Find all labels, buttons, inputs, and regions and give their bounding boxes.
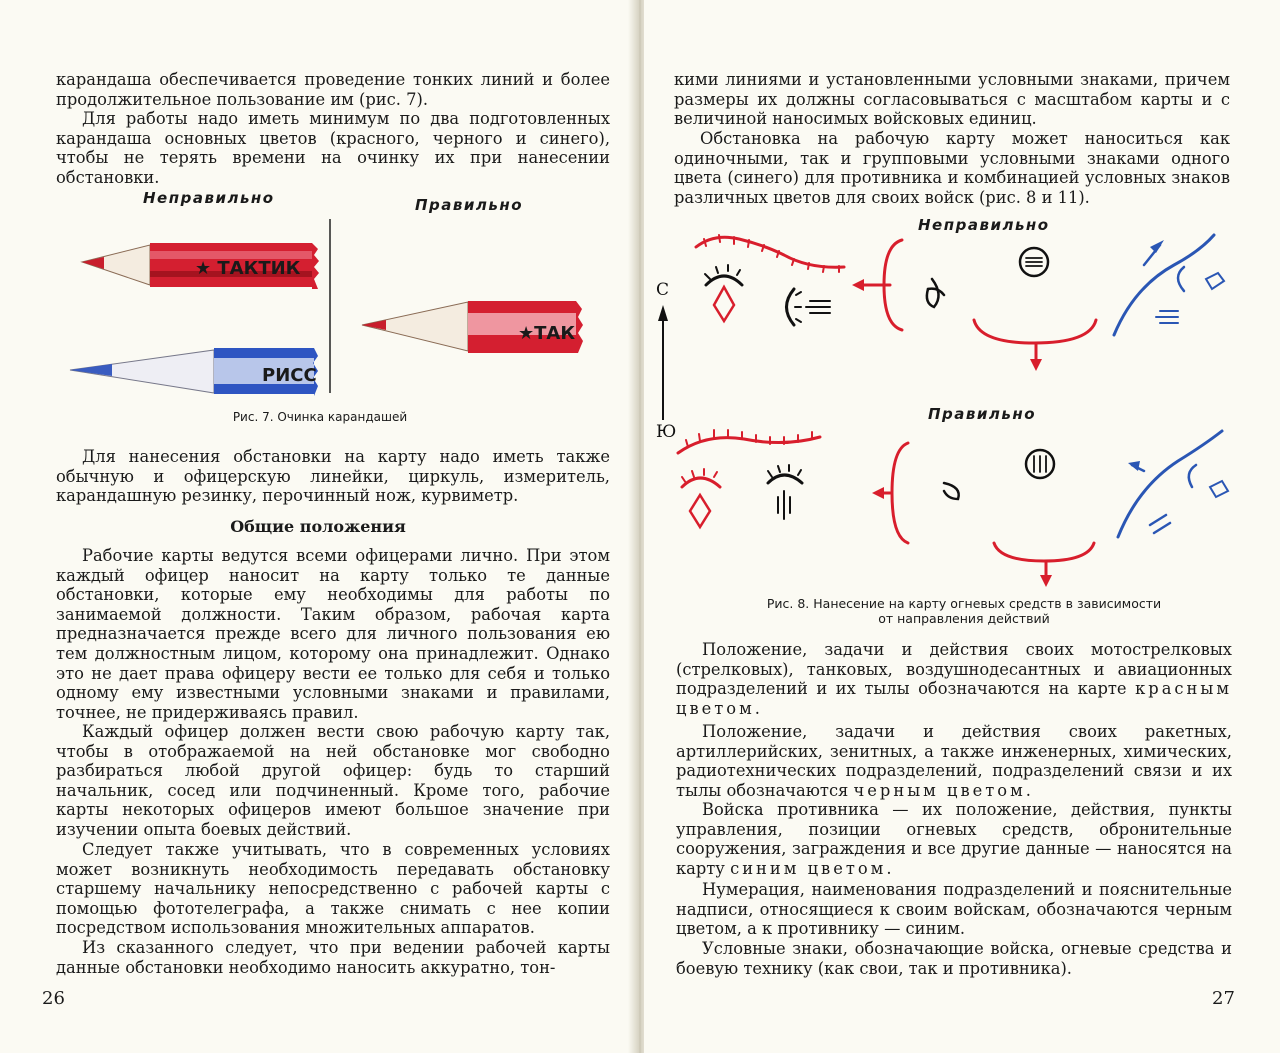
label-wrong-fig8: Неправильно (918, 216, 1050, 234)
pencil-text-2: РИСС (262, 365, 317, 386)
page-number-right: 27 (1212, 988, 1235, 1009)
label-wrong: Неправильно (143, 189, 275, 207)
body-paragraph-2: Каждый офицер должен вести свою рабочую карту так, чтобы в отображаемой на ней обстановке мог свободно разбираться любой другой офицер: будь то старший начальник, сосед или подчиненный. Кроме того, рабочие карты некоторых офицеров имеют большое значение при изучении опыта боевых действий. (56, 722, 610, 839)
paragraph-pencils: Для работы надо иметь минимум по два подготовленных карандаша основных цветов (красного, черного и синего), чтобы не терять времени на очинку их при нанесении обстановки. (56, 109, 610, 187)
label-right-fig8: Правильно (928, 405, 1037, 423)
section-heading: Общие положения (230, 517, 406, 536)
left-page (0, 0, 636, 1053)
pencil-text-1: ★ ТАКТИК (195, 258, 301, 279)
pencil-red-wrong (82, 243, 319, 289)
body-paragraph-3: Следует также учитывать, что в современных условиях может возникнуть необходимость передавать обстановку старшему начальнику непосредственно с рабочей карты с помощью фототелеграфа, а также снимать с нее копии посредством использования множительных аппаратов. (56, 840, 610, 938)
right-row (678, 430, 1228, 587)
figure-8-caption-line2: от направления действий (878, 611, 1050, 626)
wrong-row (696, 235, 1224, 371)
north-arrow (656, 280, 676, 442)
body-paragraph-red: Положение, задачи и действия своих мотострелковых (стрелковых), танковых, воздушнодесантных и авиационных подразделений и их тылы обозначаются на карте красным цветом. (676, 640, 1232, 718)
page-number-left: 26 (42, 988, 65, 1009)
pencil-text-3: ★ТАК (518, 323, 576, 344)
body-paragraph-blue: Войска противника — их положение, действия, пункты управления, позиции огневых средств, обронительные сооружения, заграждения и все другие данные — наносятся на карту синим цветом. (676, 800, 1232, 878)
body-paragraph-symbols: Условные знаки, обозначающие войска, огневые средства и боевую технику (как свои, так и противника). (676, 939, 1232, 978)
paragraph-tools: Для нанесения обстановки на карту надо иметь также обычную и офицерскую линейки, циркуль, измеритель, карандашную резинку, перочинный нож, курвиметр. (56, 447, 610, 506)
pencil-red-right (362, 301, 583, 353)
north-label: С (656, 280, 670, 300)
figure-8-caption-line1: Рис. 8. Нанесение на карту огневых средств в зависимости (766, 596, 1162, 611)
paragraph-intro: карандаша обеспечивается проведение тонких линий и более продолжительное пользование им (рис. 7). (56, 70, 610, 109)
figure-8-caption (704, 596, 1224, 626)
figure-7-caption: Рис. 7. Очинка карандашей (232, 410, 408, 424)
body-paragraph-1: Рабочие карты ведутся всеми офицерами лично. При этом каждый офицер наносит на карту только те данные обстановки, которые ему необходимы для работы по занимаемой должности. Таким образом, рабочая карта предназначается прежде всего для личного пользования ею тем должностным лицом, которому она принадлежит. Однако это не дает права офицеру вести ее только для себя и только одному ему известными условными знаками и правилами, точнее, не придерживаясь правил. (56, 546, 610, 722)
south-label: Ю (656, 422, 677, 442)
label-right: Правильно (415, 196, 524, 214)
paragraph-continued: кими линиями и установленными условными знаками, причем размеры их должны согласовываться с масштабом карты и с величиной наносимых войсковых единиц. (674, 70, 1230, 129)
right-page (644, 0, 1280, 1053)
pencil-blue-wrong (70, 348, 318, 396)
figure-8-symbols (644, 225, 1280, 595)
paragraph-symbols: Обстановка на рабочую карту может наноситься как одиночными, так и групповыми условными знаками одного цвета (синего) для противника и комбинацией условных знаков различных цветов для своих войск (рис. 8 и 11). (674, 129, 1230, 207)
body-paragraph-black: Положение, задачи и действия своих ракетных, артиллерийских, зенитных, а также инженерных, химических, радиотехнических подразделений, подразделений связи и их тылы обозначаются черным цветом. (676, 722, 1232, 800)
figure-7-pencils (0, 205, 636, 415)
body-paragraph-numbering: Нумерация, наименования подразделений и пояснительные надписи, относящиеся к своим войскам, обозначаются черным цветом, а к противнику — синим. (676, 880, 1232, 939)
body-paragraph-4: Из сказанного следует, что при ведении рабочей карты данные обстановки необходимо наносить аккуратно, тон- (56, 938, 610, 977)
